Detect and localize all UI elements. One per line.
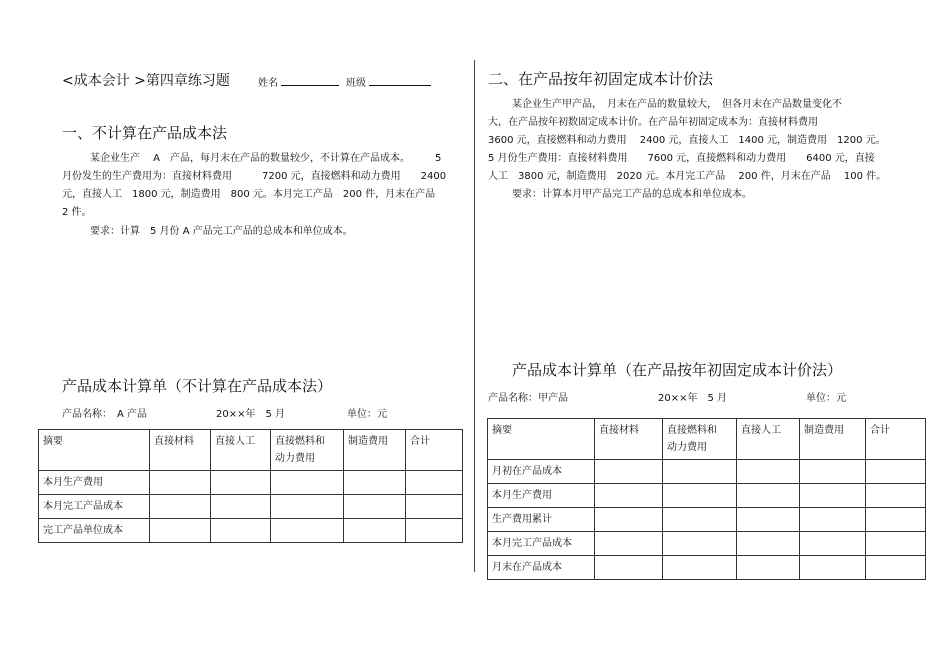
section-2-requirement: 要求：计算本月甲产品完工产品的总成本和单位成本。 [512,189,752,200]
exercise-title-text: <成本会计 >第四章练习题 [62,73,230,89]
table-2-title: 产品成本计算单（在产品按年初固定成本计价法） [512,361,843,379]
section-1-title: 一、不计算在产品成本法 [62,124,228,142]
value-cell[interactable] [866,508,926,532]
header-cell: 直接人工 [211,430,271,471]
value-cell[interactable] [271,519,344,543]
value-cell[interactable] [595,532,663,556]
value-cell[interactable] [737,484,800,508]
header-cell: 合计 [406,430,463,471]
value-cell[interactable] [344,495,406,519]
student-class-line[interactable] [369,73,431,86]
section-2-line-3: 3600 元，直接燃料和动力费用 2400 元，直接人工 1400 元，制造费用 1200 元。 [488,135,886,146]
value-cell[interactable] [344,471,406,495]
section-2-title: 二、在产品按年初固定成本计价法 [488,70,714,88]
section-2-line-2: 大，在产品按年初数固定成本计价。在产品年初固定成本为：直接材料费用 [488,117,818,128]
value-cell[interactable] [406,471,463,495]
table-row [488,532,926,556]
value-cell[interactable] [737,556,800,580]
section-1-requirement: 要求：计算 5 月份 A 产品完工产品的总成本和单位成本。 [90,226,353,237]
value-cell[interactable] [800,484,866,508]
student-class-field[interactable] [346,73,431,89]
value-cell[interactable] [800,556,866,580]
cost-table-2 [487,418,926,580]
table-row [488,556,926,580]
value-cell[interactable] [595,556,663,580]
page-divider [474,60,475,572]
table-header-row [39,430,463,471]
value-cell[interactable] [150,471,211,495]
value-cell[interactable] [271,495,344,519]
student-name-field[interactable] [258,73,339,89]
value-cell[interactable] [271,471,344,495]
header-cell: 摘要 [488,419,595,460]
header-cell: 直接材料 [595,419,663,460]
value-cell[interactable] [150,519,211,543]
section-2-line-5: 人工 3800 元，制造费用 2020 元。本月完工产品 200 件，月末在产品 100 件。 [488,171,887,182]
row-label: 本月生产费用 [488,484,595,508]
value-cell[interactable] [663,484,737,508]
value-cell[interactable] [663,532,737,556]
value-cell[interactable] [737,532,800,556]
header-cell: 直接人工 [737,419,800,460]
student-name-label: 姓名 [258,78,278,89]
value-cell[interactable] [866,532,926,556]
row-label: 本月完工产品成本 [488,532,595,556]
value-cell[interactable] [737,460,800,484]
section-1-line-1: 某企业生产 A 产品，每月末在产品的数量较少，不计算在产品成本。 5 [90,153,442,164]
value-cell[interactable] [595,508,663,532]
value-cell[interactable] [866,460,926,484]
value-cell[interactable] [150,495,211,519]
value-cell[interactable] [211,471,271,495]
student-name-line[interactable] [281,73,339,86]
value-cell[interactable] [406,495,463,519]
value-cell[interactable] [211,495,271,519]
value-cell[interactable] [663,508,737,532]
header-cell: 直接材料 [150,430,211,471]
table-1-title: 产品成本计算单（不计算在产品成本法） [62,377,333,395]
row-label: 完工产品单位成本 [39,519,150,543]
header-cell: 制造费用 [800,419,866,460]
value-cell[interactable] [800,508,866,532]
table-2-unit: 单位：元 [806,393,846,404]
table-row [39,519,463,543]
row-label: 月末在产品成本 [488,556,595,580]
row-label: 生产费用累计 [488,508,595,532]
value-cell[interactable] [800,532,866,556]
value-cell[interactable] [866,556,926,580]
row-label: 本月完工产品成本 [39,495,150,519]
value-cell[interactable] [406,519,463,543]
value-cell[interactable] [800,460,866,484]
table-row [39,495,463,519]
table-header-row [488,419,926,460]
value-cell[interactable] [595,460,663,484]
exercise-title [62,70,230,90]
section-1-line-4: 2 件。 [62,207,92,218]
value-cell[interactable] [663,556,737,580]
section-1-line-2: 月份发生的生产费用为：直接材料费用 7200 元，直接燃料和动力费用 2400 [62,171,447,182]
table-1-unit: 单位：元 [347,409,387,420]
cost-table-1 [38,429,463,543]
table-row [39,471,463,495]
table-row [488,508,926,532]
student-class-label: 班级 [346,78,366,89]
value-cell[interactable] [663,460,737,484]
table-row [488,460,926,484]
header-cell: 制造费用 [344,430,406,471]
row-label: 月初在产品成本 [488,460,595,484]
value-cell[interactable] [737,508,800,532]
value-cell[interactable] [595,484,663,508]
value-cell[interactable] [344,519,406,543]
row-label: 本月生产费用 [39,471,150,495]
header-cell: 合计 [866,419,926,460]
table-1-product: 产品名称： A 产品 [62,409,148,420]
section-2-line-4: 5 月份生产费用：直接材料费用 7600 元，直接燃料和动力费用 6400 元，直接 [488,153,875,164]
section-1-line-3: 元，直接人工 1800 元，制造费用 800 元。本月完工产品 200 件，月末在产品 [62,189,436,200]
table-2-product: 产品名称：甲产品 [488,393,568,404]
header-cell: 直接燃料和 动力费用 [663,419,737,460]
section-2-line-1: 某企业生产甲产品， 月末在产品的数量较大， 但各月末在产品数量变化不 [512,99,842,110]
table-1-period: 20××年 5 月 [216,409,286,420]
header-cell: 直接燃料和 动力费用 [271,430,344,471]
table-2-period: 20××年 5 月 [658,393,728,404]
table-row [488,484,926,508]
value-cell[interactable] [211,519,271,543]
value-cell[interactable] [866,484,926,508]
header-cell: 摘要 [39,430,150,471]
